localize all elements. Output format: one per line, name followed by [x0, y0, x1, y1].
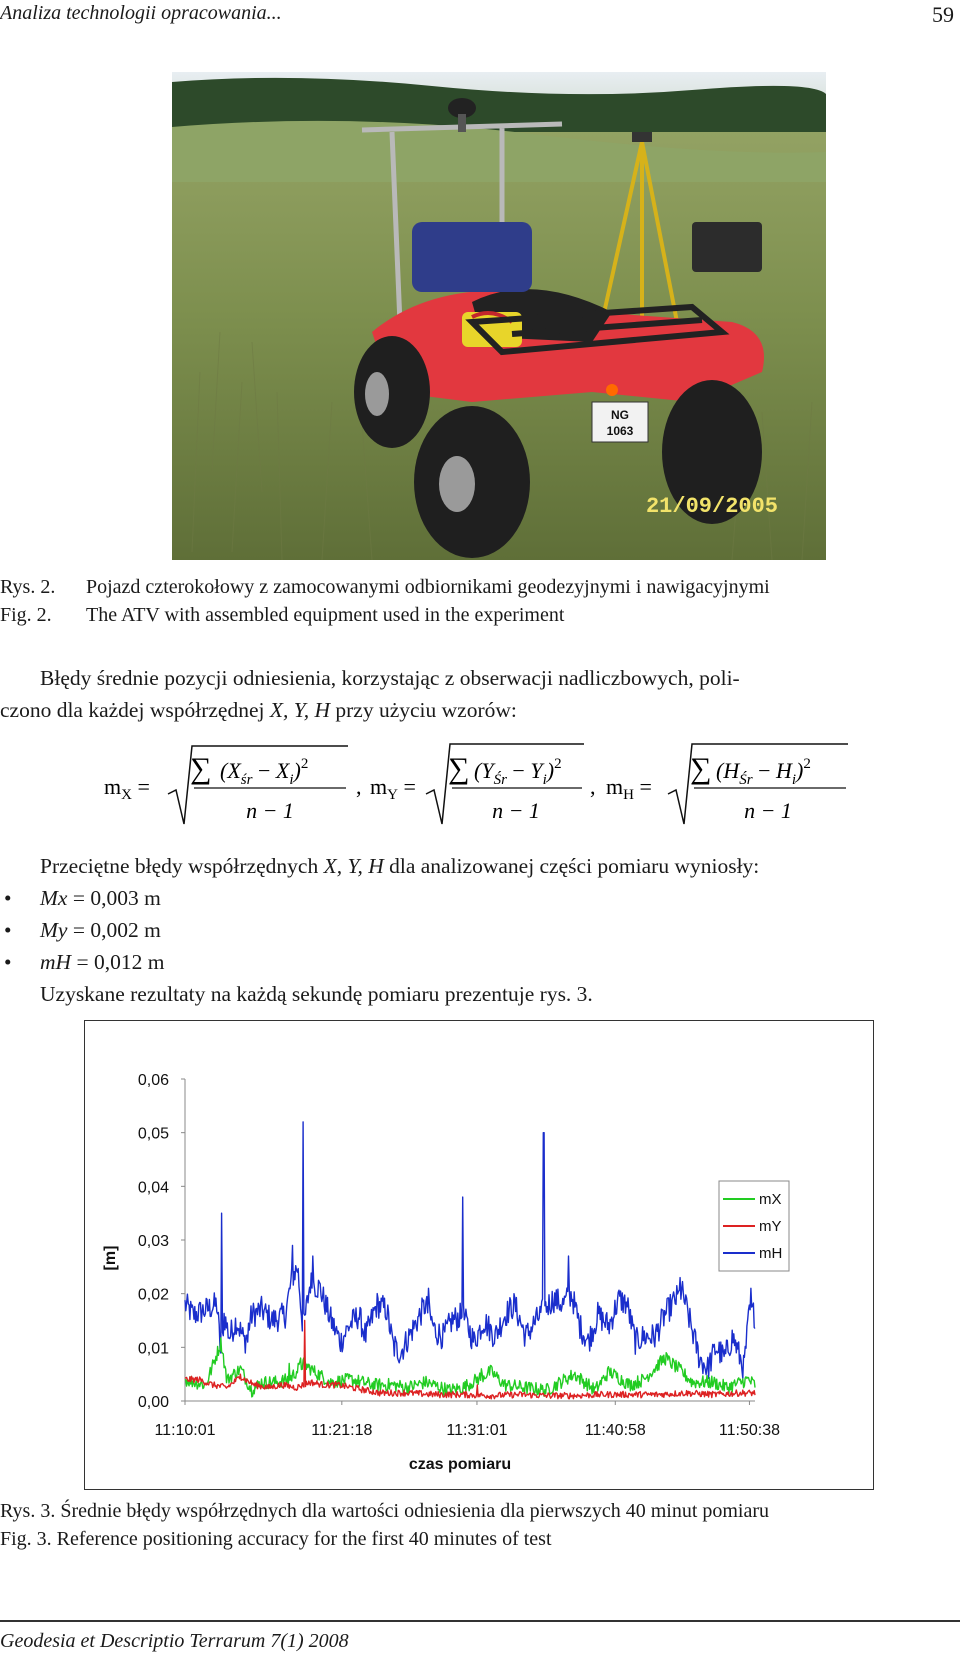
legend-label-mH: mH	[759, 1245, 783, 1262]
formula-svg	[0, 742, 960, 828]
results-intro-vars: X, Y, H	[323, 854, 384, 878]
formula-my-label: $m_Y$ =	[370, 774, 416, 803]
fig3-caption-pl: Rys. 3. Średnie błędy współrzędnych dla wartości odniesienia dla pierwszych 40 minut pomiaru	[0, 1500, 770, 1522]
intro-line-2a: czono dla każdej współrzędnej	[0, 698, 270, 722]
intro-paragraph	[0, 662, 950, 726]
fig2-text-en: The ATV with assembled equipment used in the experiment	[86, 604, 565, 626]
fig3-chart	[84, 1020, 874, 1490]
result-value: = 0,002 m	[67, 918, 161, 942]
chart-svg	[85, 1021, 872, 1488]
intro-line-1: Błędy średnie pozycji odniesienia, korzystając z obserwacji nadliczbowych, poli-	[40, 666, 740, 690]
result-value: = 0,012 m	[71, 950, 165, 974]
series-line-mH	[185, 1122, 755, 1379]
y-axis-label: [m]	[102, 1245, 119, 1271]
y-tick-label: 0,01	[137, 1340, 169, 1358]
y-tick-label: 0,04	[137, 1179, 169, 1197]
plate-line-2: 1063	[606, 424, 634, 438]
results-intro	[0, 850, 950, 882]
list-item: • mH = 0,012 m	[4, 950, 165, 974]
footer-rule	[0, 1620, 960, 1622]
list-item: • Mx = 0,003 m	[4, 886, 161, 910]
result-var: mH	[40, 950, 72, 974]
page-number: 59	[932, 2, 954, 27]
plate-line-1: NG	[611, 408, 629, 422]
formula-x-den: n − 1	[246, 798, 294, 823]
fig2-label-pl: Rys. 2.	[0, 576, 56, 598]
sum-y: ∑	[448, 752, 470, 785]
results-outro-row	[0, 978, 593, 1010]
x-tick-label: 11:50:38	[718, 1422, 780, 1439]
y-tick-label: 0,03	[137, 1233, 169, 1250]
x-tick-label: 11:31:01	[446, 1422, 508, 1439]
y-tick-label: 0,06	[137, 1072, 169, 1089]
sum-x: ∑	[190, 752, 212, 785]
fig2-caption-en	[0, 604, 564, 627]
error-formulas	[0, 742, 960, 828]
y-tick-label: 0,02	[137, 1286, 169, 1304]
fig2-label-en: Fig. 2.	[0, 604, 52, 626]
fig2-caption-pl	[0, 576, 770, 599]
fig2-text-pl: Pojazd czterokołowy z zamocowanymi odbiornikami geodezyjnymi i nawigacyjnymi	[86, 576, 770, 598]
result-var: My	[40, 918, 68, 942]
results-intro-a: Przeciętne błędy współrzędnych	[40, 854, 324, 878]
atv-photo	[172, 72, 826, 560]
legend-label-mX: mX	[759, 1191, 782, 1208]
formula-x-num: $(X_{śr} - X_i)^2$	[220, 756, 309, 788]
formula-comma-1: ,	[356, 774, 362, 799]
list-item: • My = 0,002 m	[4, 918, 161, 942]
x-axis-label: czas pomiaru	[408, 1456, 512, 1473]
y-tick-label: 0,05	[137, 1125, 169, 1143]
atv-photo-illustration	[172, 72, 826, 560]
legend-label-mY: mY	[759, 1218, 782, 1235]
x-tick-label: 11:21:18	[311, 1422, 373, 1439]
formula-y-num: $(Y_{Śr} - Y_i)^2$	[474, 756, 562, 788]
results-intro-b: dla analizowanej części pomiaru wyniosły:	[383, 854, 760, 878]
running-header-title: Analiza technologii opracowania...	[0, 2, 282, 24]
photo-date-stamp: 21/09/2005	[645, 494, 779, 519]
formula-y-den: n − 1	[492, 798, 540, 823]
formula-comma-2: ,	[590, 774, 596, 799]
result-var: Mx	[40, 886, 68, 910]
intro-line-2b: przy użyciu wzorów:	[330, 698, 517, 722]
result-value: = 0,003 m	[67, 886, 161, 910]
formula-h-den: n − 1	[744, 798, 792, 823]
y-tick-label: 0,00	[137, 1394, 169, 1411]
fig3-caption-en: Fig. 3. Reference positioning accuracy for the first 40 minutes of test	[0, 1528, 552, 1550]
sum-h: ∑	[690, 752, 712, 785]
formula-mx-label: $m_X$ =	[104, 774, 150, 803]
formula-h-num: $(H_{Śr} - H_i)^2$	[716, 756, 811, 788]
x-tick-label: 11:40:58	[584, 1422, 646, 1439]
footer-journal: Geodesia et Descriptio Terrarum 7(1) 2008	[0, 1630, 349, 1652]
formula-mh-label: $m_H$ =	[606, 774, 652, 803]
x-tick-label: 11:10:01	[154, 1422, 216, 1439]
intro-vars: X, Y, H	[269, 698, 330, 722]
results-list	[0, 882, 593, 1010]
results-outro: Uzyskane rezultaty na każdą sekundę pomiaru prezentuje rys. 3.	[40, 982, 593, 1006]
